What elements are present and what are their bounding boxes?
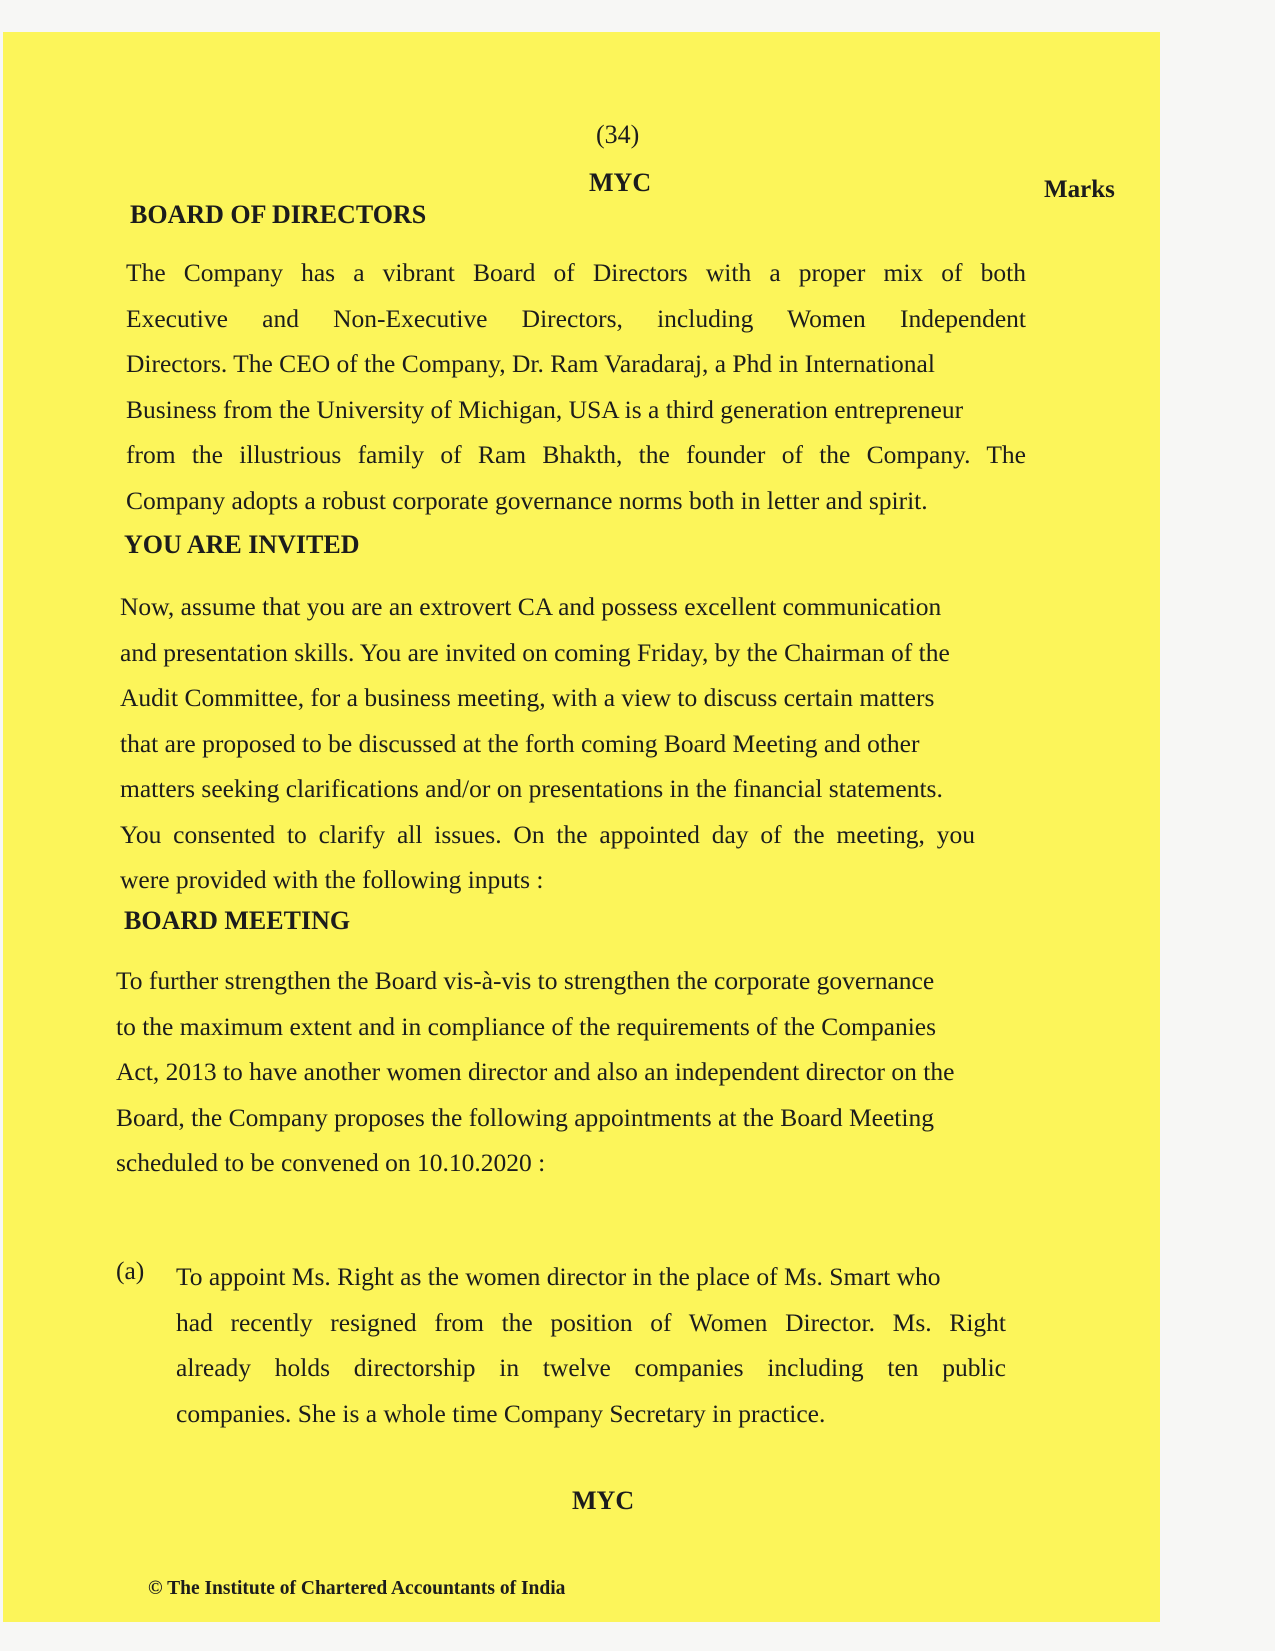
text-line: Executive and Non-Executive Directors, including Women Independent (126, 303, 1026, 333)
text-line: from the illustrious family of Ram Bhakth, the founder of the Company. The (126, 440, 1026, 469)
copyright-notice: © The Institute of Chartered Accountants of India (148, 1578, 566, 1599)
text-line: were provided with the following inputs : (120, 865, 544, 894)
paper-code: MYC (589, 168, 652, 197)
paragraph-board-of-directors (126, 250, 1026, 523)
text-line: To further strengthen the Board vis-à-vis to strengthen the corporate governance (116, 966, 935, 995)
section-heading-board-meeting: BOARD MEETING (124, 906, 351, 935)
section-heading-you-are-invited: YOU ARE INVITED (124, 530, 360, 559)
text-line: had recently resigned from the position of Women Director. Ms. Right (176, 1307, 1006, 1337)
text-line: Company adopts a robust corporate governance norms both in letter and spirit. (126, 485, 928, 515)
text-line: Board, the Company proposes the following appointments at the Board Meeting (116, 1102, 934, 1132)
text-line: that are proposed to be discussed at the forth coming Board Meeting and other (120, 728, 920, 758)
text-line: You consented to clarify all issues. On the appointed day of the meeting, you (120, 819, 975, 849)
text-line: The Company has a vibrant Board of Directors with a proper mix of both (126, 258, 1026, 287)
paragraph-you-are-invited (120, 584, 975, 903)
text-line: scheduled to be convened on 10.10.2020 : (116, 1148, 546, 1177)
text-line: Now, assume that you are an extrovert CA and possess excellent communication (120, 592, 942, 621)
text-line: To appoint Ms. Right as the women director in the place of Ms. Smart who (176, 1262, 941, 1291)
text-line: Directors. The CEO of the Company, Dr. Ram Varadaraj, a Phd in International (126, 349, 935, 378)
text-line: Business from the University of Michigan, USA is a third generation entrepreneur (126, 394, 964, 424)
text-line: already holds directorship in twelve companies including ten public (176, 1353, 1006, 1382)
text-line: Audit Committee, for a business meeting, with a view to discuss certain matters (120, 683, 935, 712)
text-line: Act, 2013 to have another women director and also an independent director on the (116, 1057, 955, 1086)
text-line: to the maximum extent and in compliance of the requirements of the Companies (116, 1011, 937, 1041)
list-item-body (176, 1254, 1006, 1436)
text-line: companies. She is a whole time Company Secretary in practice. (176, 1398, 826, 1428)
marks-label: Marks (1044, 176, 1115, 203)
section-heading-board-of-directors: BOARD OF DIRECTORS (130, 200, 427, 229)
footer-paper-code: MYC (572, 1486, 635, 1515)
list-item-label: (a) (116, 1256, 145, 1285)
page-number: (34) (596, 120, 640, 149)
text-line: matters seeking clarifications and/or on presentations in the financial statements. (120, 774, 943, 803)
text-line: and presentation skills. You are invited on coming Friday, by the Chairman of the (120, 637, 950, 667)
paragraph-board-meeting (116, 958, 976, 1186)
